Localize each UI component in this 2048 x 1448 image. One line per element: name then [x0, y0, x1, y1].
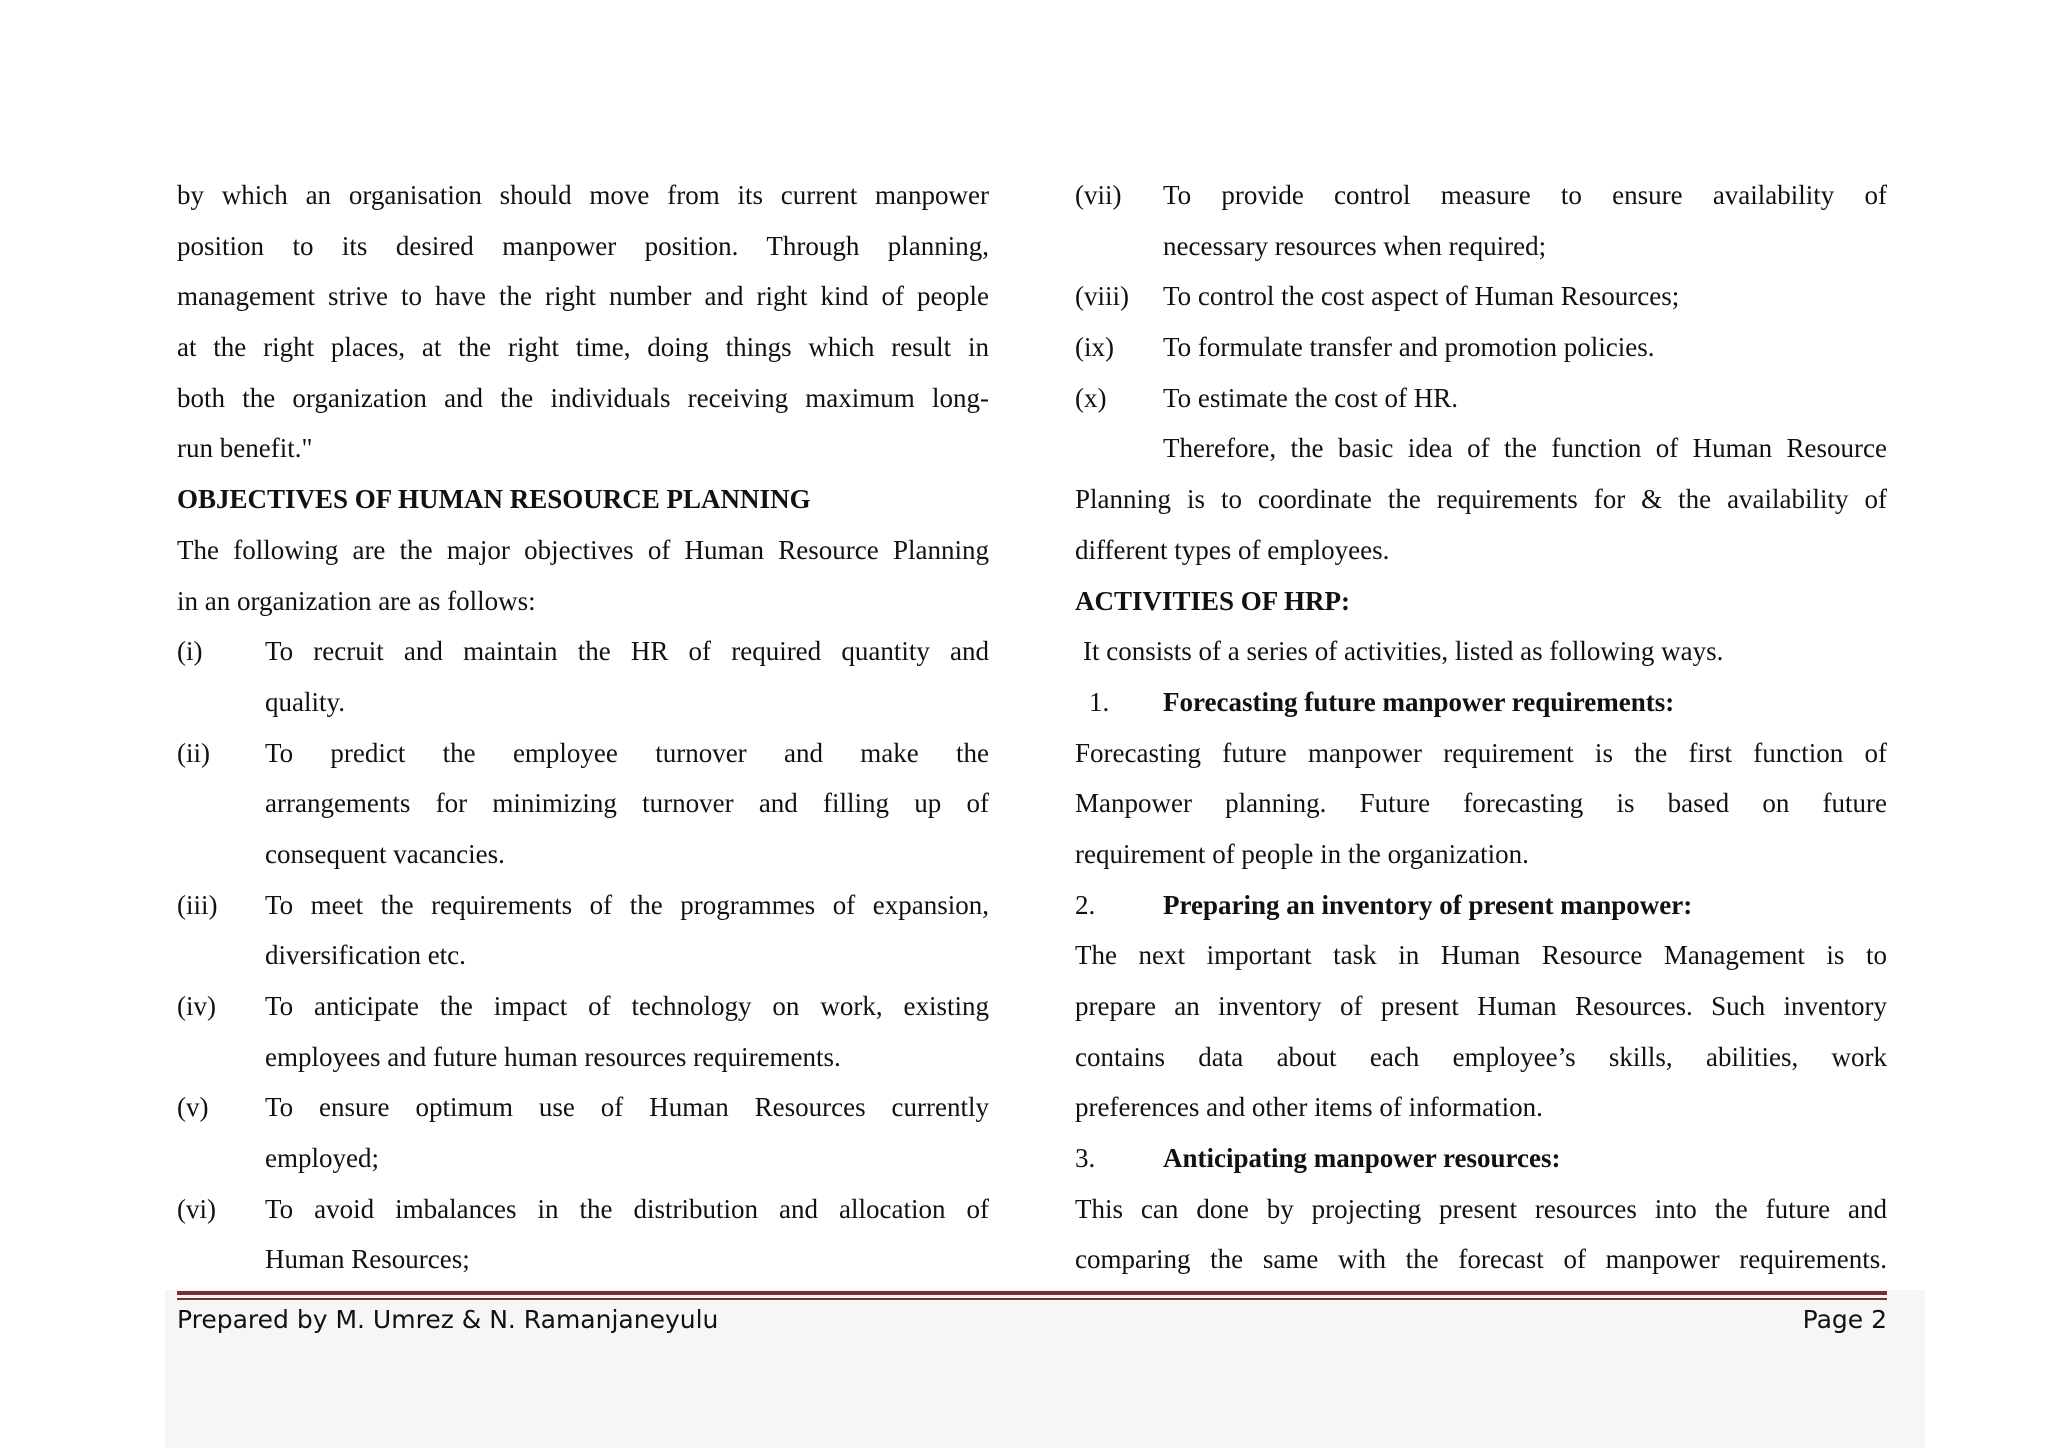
objective-number: (i) [177, 636, 203, 667]
objectives-heading: OBJECTIVES OF HUMAN RESOURCE PLANNING [177, 484, 811, 515]
objective-text: To ensure optimum use of Human Resources currently [265, 1092, 989, 1123]
left-column [177, 170, 989, 1285]
objective-text: consequent vacancies. [265, 838, 505, 869]
intro-line: at the right places, at the right time, doing things which result in [177, 332, 989, 363]
objective-text: quality. [265, 686, 345, 717]
objective-item [1075, 170, 1887, 271]
activity-number: 1. [1089, 686, 1110, 717]
objective-text: To estimate the cost of HR. [1163, 382, 1459, 413]
objective-item [1075, 271, 1887, 322]
activity-body-line: Manpower planning. Future forecasting is based on future [1075, 788, 1887, 819]
activity-body-line: prepare an inventory of present Human Resources. Such inventory [1075, 991, 1887, 1021]
activities-heading: ACTIVITIES OF HRP: [1075, 585, 1351, 616]
objective-item [177, 880, 989, 981]
footer-prepared-by: Prepared by M. Umrez & N. Ramanjaneyulu [177, 1305, 719, 1334]
objective-number: (v) [177, 1092, 209, 1123]
objectives-intro-line: in an organization are as follows: [177, 585, 536, 616]
therefore-line: Therefore, the basic idea of the function of Human Resource [1163, 433, 1887, 464]
objective-item [177, 728, 989, 880]
page-footer [177, 1300, 1887, 1340]
page-number: Page 2 [1802, 1305, 1887, 1334]
intro-line: run benefit." [177, 433, 313, 464]
intro-line: position to its desired manpower position. Through planning, [177, 230, 989, 261]
objective-item [177, 981, 989, 1082]
objective-text: To predict the employee turnover and make the [265, 737, 989, 768]
objective-item [177, 626, 989, 727]
objective-number: (iv) [177, 991, 216, 1021]
objective-number: (vi) [177, 1193, 216, 1224]
intro-line: by which an organisation should move from its current manpower [177, 180, 989, 210]
activity-number: 2. [1075, 889, 1096, 920]
activity-body-line: comparing the same with the forecast of manpower requirements. [1075, 1244, 1887, 1275]
objective-number: (viii) [1075, 281, 1129, 312]
objective-text: To formulate transfer and promotion policies. [1163, 332, 1655, 363]
activity-body-line: The next important task in Human Resource Management is to [1075, 940, 1887, 971]
objective-text: To avoid imbalances in the distribution and allocation of [265, 1193, 989, 1224]
objective-number: (ii) [177, 737, 210, 768]
footer-divider [177, 1291, 1887, 1300]
objective-item [177, 1082, 989, 1183]
objective-item [177, 1184, 989, 1285]
objective-number: (x) [1075, 382, 1107, 413]
objective-text: employed; [265, 1143, 379, 1174]
activity-title: Forecasting future manpower requirements: [1163, 686, 1675, 717]
objective-item [1075, 373, 1887, 424]
objective-text: To recruit and maintain the HR of required quantity and [265, 636, 989, 667]
objective-number: (vii) [1075, 180, 1122, 210]
objective-text: necessary resources when required; [1163, 230, 1547, 261]
activity-title-row [1075, 880, 1887, 931]
objectives-intro-line: The following are the major objectives of Human Resource Planning [177, 534, 989, 565]
objective-item [1075, 322, 1887, 373]
activity-body-line: contains data about each employee’s skills, abilities, work [1075, 1041, 1887, 1072]
objective-text: Human Resources; [265, 1244, 470, 1275]
activities-intro: It consists of a series of activities, listed as following ways. [1083, 636, 1724, 667]
objective-text: To provide control measure to ensure availability of [1163, 180, 1887, 210]
activity-body-line: Forecasting future manpower requirement is the first function of [1075, 737, 1887, 768]
activity-body-line: preferences and other items of information. [1075, 1092, 1543, 1123]
activity-body-line: requirement of people in the organization. [1075, 838, 1529, 869]
objective-text: To anticipate the impact of technology on work, existing [265, 991, 989, 1021]
activity-title-row [1075, 677, 1887, 728]
activity-number: 3. [1075, 1143, 1096, 1174]
objective-text: arrangements for minimizing turnover and filling up of [265, 788, 989, 819]
objective-text: diversification etc. [265, 940, 466, 971]
activity-title: Preparing an inventory of present manpower: [1163, 889, 1693, 920]
objective-text: employees and future human resources requirements. [265, 1041, 841, 1072]
objective-number: (ix) [1075, 332, 1114, 363]
activity-title: Anticipating manpower resources: [1163, 1143, 1561, 1174]
intro-line: management strive to have the right number and right kind of people [177, 281, 989, 312]
therefore-line: Planning is to coordinate the requirements for & the availability of [1075, 484, 1887, 515]
objective-number: (iii) [177, 889, 218, 920]
objective-text: To meet the requirements of the programmes of expansion, [265, 889, 989, 920]
therefore-line: different types of employees. [1075, 534, 1390, 565]
activity-body-line: This can done by projecting present resources into the future and [1075, 1193, 1887, 1224]
objective-text: To control the cost aspect of Human Resources; [1163, 281, 1680, 312]
activity-title-row [1075, 1133, 1887, 1184]
right-column [1075, 170, 1887, 1285]
intro-line: both the organization and the individuals receiving maximum long- [177, 382, 989, 413]
